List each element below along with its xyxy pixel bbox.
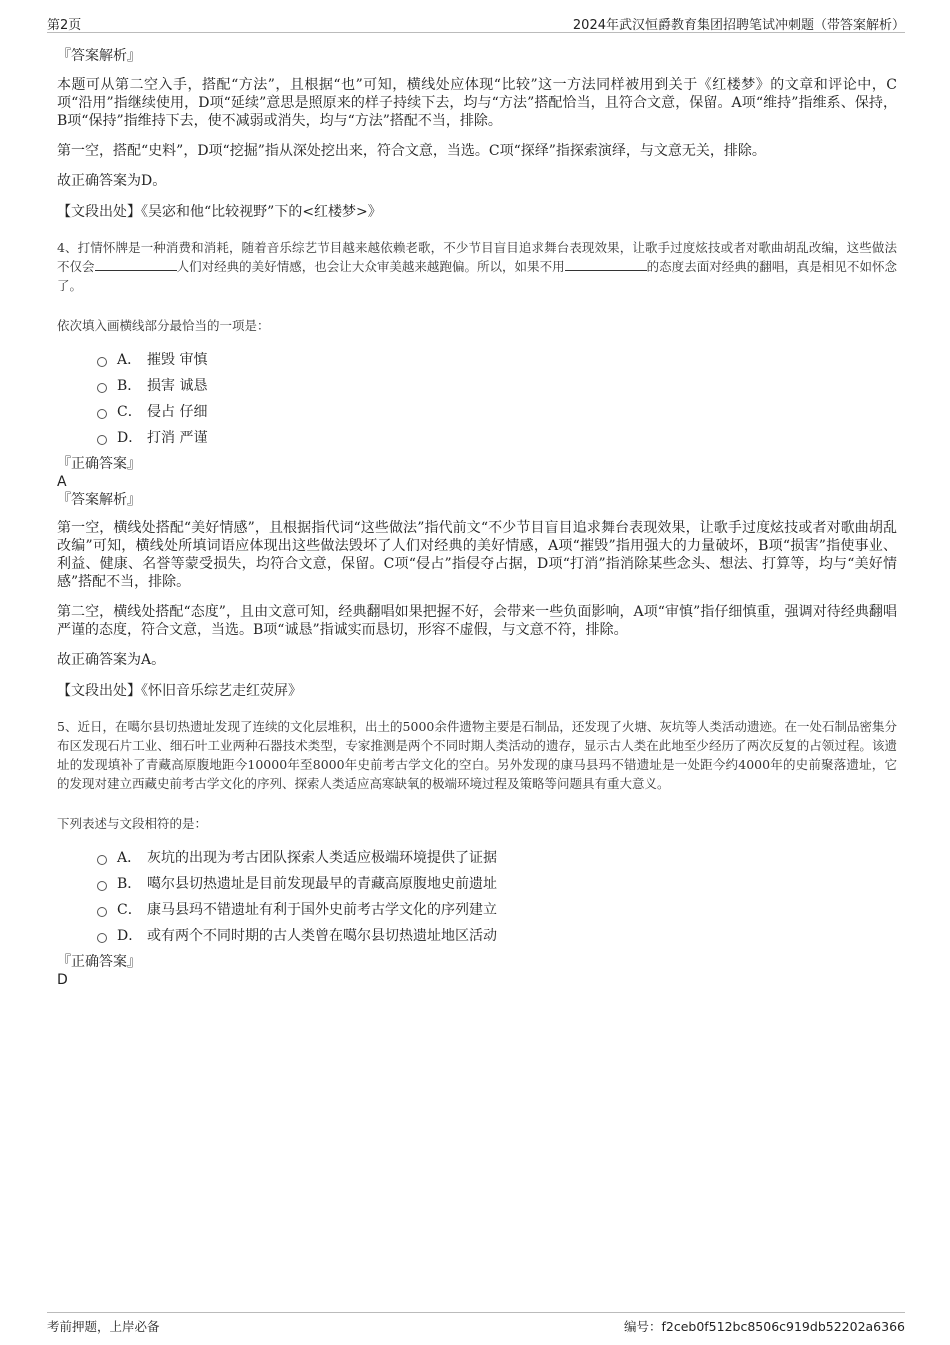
radio-icon[interactable] [97,409,107,419]
correct-answer-label: 『正确答案』 [57,456,141,472]
option-d[interactable]: D． 或有两个不同时期的古人类曾在噶尔县切热遗址地区活动 [97,927,897,945]
option-b[interactable]: B． 噶尔县切热遗址是目前发现最早的青藏高原腹地史前遗址 [97,875,897,893]
question-prompt: 下列表述与文段相符的是： [57,816,208,831]
analysis-label: 『答案解析』 [57,492,141,508]
analysis-paragraph: 本题可从第二空入手，搭配“方法”，且根据“也”可知，横线处应体现“比较”这一方法同样被用到关于《红楼梦》的文章和评论中，C项“沿用”指继续使用，D项“延续”意思是照原来的样子持续下去，均与“方法”搭配恰当，且符合文意，保留。A项“维持”指维系、保持，B项“保持”指维持下去，使不减弱或消失，均与“方法”搭配不当，排除。 [57,77,897,129]
question-5 [57,717,897,989]
footer-slogan: 考前押题，上岸必备 [47,1319,160,1334]
analysis-paragraph: 第二空，横线处搭配“态度”，且由文意可知，经典翻唱如果把握不好，会带来一些负面影响，A项“审慎”指仔细慎重，强调对待经典翻唱严谨的态度，符合文意，当选。B项“诚恳”指诚实而恳切，形容不虚假，与文意不符，排除。 [57,604,897,638]
option-b[interactable]: B． 损害 诚恳 [97,377,897,395]
option-a[interactable]: A． 灰坑的出现为考古团队探索人类适应极端环境提供了证据 [97,849,897,867]
analysis-label: 『答案解析』 [57,48,141,64]
question-text: 4、打情怀牌是一种消费和消耗，随着音乐综艺节目越来越依赖老歌，不少节目盲目追求舞台表现效果，让歌手过度炫技或者对歌曲胡乱改编，这些做法不仅会 人们对经典的美好情感，也会让大众审美越来越跑偏。所以，如果不用 的态度去面对经典的翻唱，真是相见不如怀念了。 [57,240,897,293]
fill-blank [565,258,647,271]
option-d[interactable]: D． 打消 严谨 [97,429,897,447]
correct-answer-label: 『正确答案』 [57,954,141,970]
analysis-paragraph: 第一空，搭配“史料”，D项“挖掘”指从深处挖出来，符合文意，当选。C项“探绎”指探索演绎，与文意无关，排除。 [57,143,766,159]
main-content [57,46,897,989]
q3-analysis [57,46,897,222]
radio-icon[interactable] [97,357,107,367]
radio-icon[interactable] [97,907,107,917]
radio-icon[interactable] [97,881,107,891]
question-4 [57,238,897,701]
fill-blank [95,258,177,271]
page-number: 第2页 [47,18,82,33]
option-c[interactable]: C． 侵占 仔细 [97,403,897,421]
correct-answer-value: A [57,474,67,490]
options-list [57,849,897,945]
option-c[interactable]: C． 康马县玛不错遗址有利于国外史前考古学文化的序列建立 [97,901,897,919]
radio-icon[interactable] [97,435,107,445]
analysis-conclusion: 故正确答案为A。 [57,652,166,668]
document-title: 2024年武汉恒爵教育集团招聘笔试冲刺题（带答案解析） [572,18,905,33]
options-list [57,351,897,447]
radio-icon[interactable] [97,855,107,865]
radio-icon[interactable] [97,933,107,943]
page-footer [47,1312,905,1335]
correct-answer-value: D [57,972,68,988]
page-header [47,12,905,33]
source-citation: 【文段出处】《怀旧音乐综艺走红荧屏》 [57,683,302,699]
question-text: 5、近日，在噶尔县切热遗址发现了连续的文化层堆积，出土的5000余件遗物主要是石制品，还发现了火塘、灰坑等人类活动遗迹。在一处石制品密集分布区发现石片工业、细石叶工业两种石器技术类型，专家推测是两个不同时期人类活动的遗存，显示古人类在此地至少经历了两次反复的占领过程。该遗址的发现填补了青藏高原腹地距今10000年至8000年史前考古学文化的空白。另外发现的康马县玛不错遗址是一处距今约4000年的史前聚落遗址，它的发现对建立西藏史前考古学文化的序列、探索人类适应高寒缺氧的极端环境过程及策略等问题具有重大意义。 [57,719,897,791]
analysis-paragraph: 第一空，横线处搭配“美好情感”，且根据指代词“这些做法”指代前文“不少节目盲目追求舞台表现效果，让歌手过度炫技或者对歌曲胡乱改编”可知，横线处所填词语应体现出这些做法毁坏了人们对经典的美好情感，A项“摧毁”指用强大的力量破坏，B项“损害”指使事业、利益、健康、名誉等蒙受损失，均符合文意，保留。C项“侵占”指侵夺占据，D项“打消”指消除某些念头、想法、打算等，均与“美好情感”搭配不当，排除。 [57,520,897,590]
question-prompt: 依次填入画横线部分最恰当的一项是： [57,318,270,333]
document-id: 编号：f2ceb0f512bc8506c919db52202a6366 [623,1319,905,1334]
analysis-conclusion: 故正确答案为D。 [57,173,167,189]
source-citation: 【文段出处】《吴宓和他“比较视野”下的<红楼梦>》 [57,204,382,220]
radio-icon[interactable] [97,383,107,393]
option-a[interactable]: A． 摧毁 审慎 [97,351,897,369]
